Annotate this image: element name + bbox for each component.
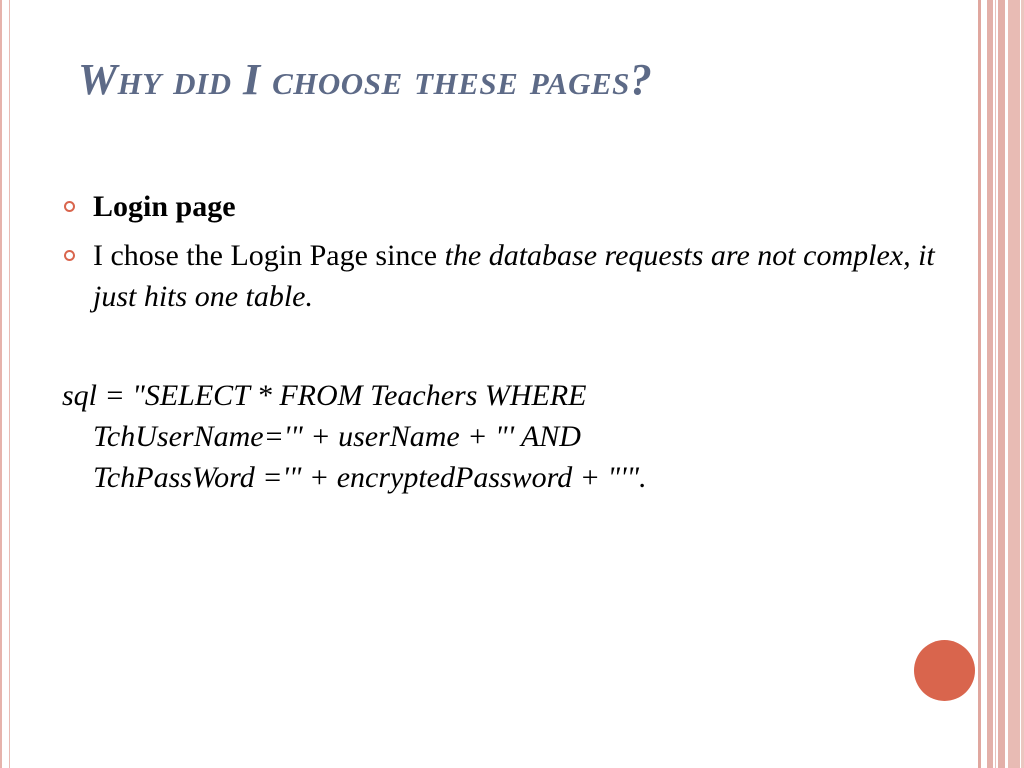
bullet-item-login-page xyxy=(62,186,942,227)
bullet-item-reason xyxy=(62,235,942,317)
right-stripe xyxy=(995,0,996,768)
bullet-text-italic: the database requests are not complex, it just hits one table. xyxy=(93,239,935,313)
sql-line-2: TchUserName='" + userName + "' AND xyxy=(93,420,581,453)
sql-line-1: sql = "SELECT * FROM Teachers WHERE xyxy=(62,379,587,412)
sql-statement xyxy=(62,375,853,498)
bullet-text: Login page xyxy=(93,190,236,223)
right-stripe xyxy=(978,0,981,768)
right-stripe xyxy=(998,0,1005,768)
sql-line-3: TchPassWord ='" + encryptedPassword + "'". xyxy=(93,461,647,494)
bullet-text-plain: I chose the Login Page since xyxy=(93,239,445,272)
bullet-list xyxy=(62,186,942,325)
bullet-ring-icon xyxy=(64,201,75,212)
left-border-line xyxy=(0,0,2,768)
left-border-line-inner xyxy=(9,0,10,768)
bullet-ring-icon xyxy=(64,250,75,261)
slide-title: Why did I choose these pages? xyxy=(78,55,653,104)
right-stripe xyxy=(987,0,993,768)
right-stripe xyxy=(1008,0,1020,768)
accent-circle xyxy=(914,640,975,701)
